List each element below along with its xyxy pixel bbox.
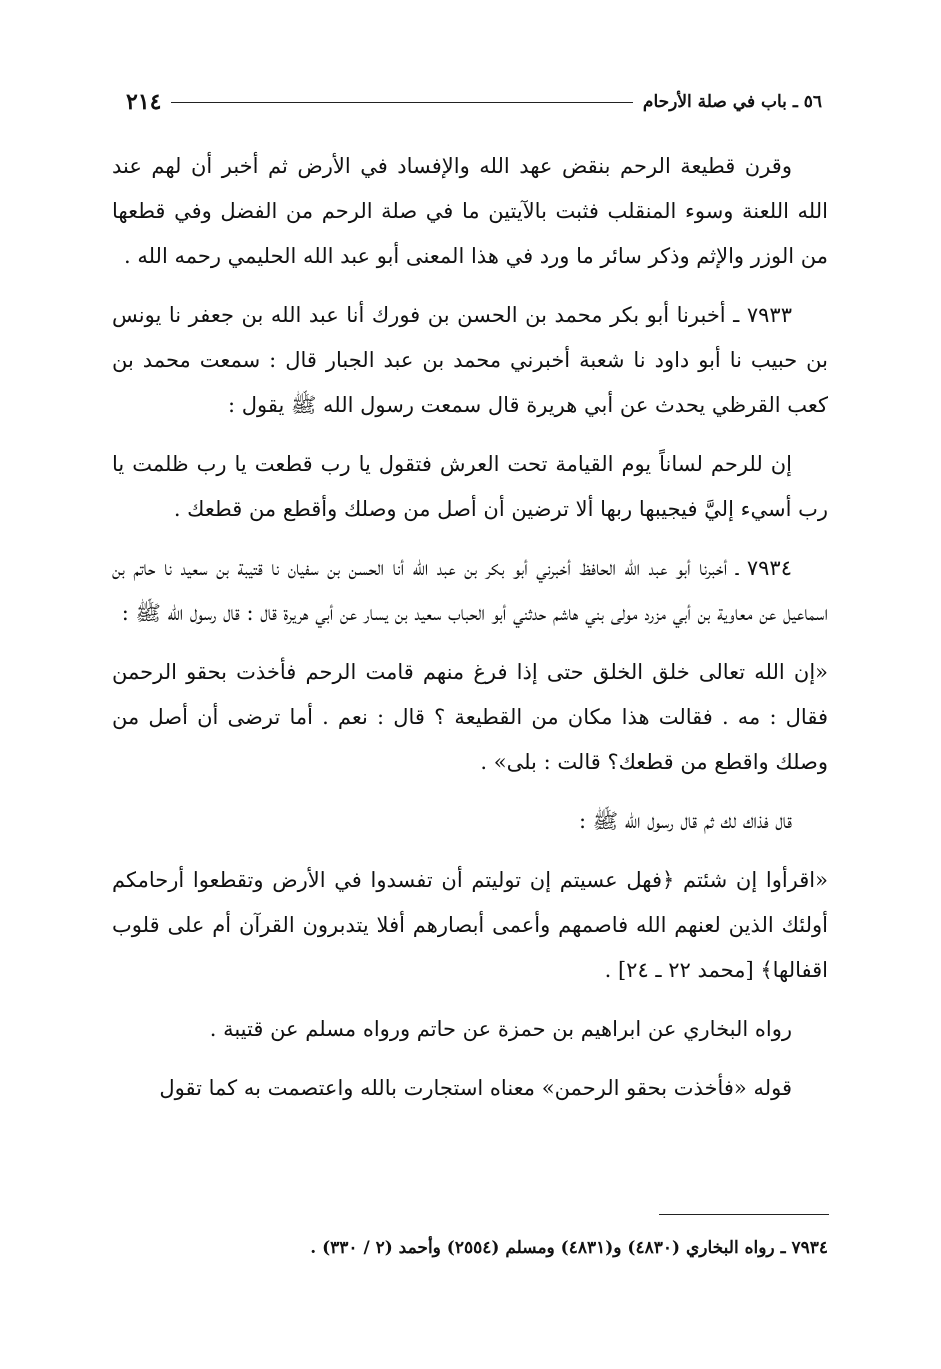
chapter-title: ٥٦ ـ باب في صلة الأرحام — [642, 92, 822, 112]
hadith-text: «إن الله تعالى خلق الخلق حتى إذا فرغ منهم قامت الرحم فأخذت بحقو الرحمن فقال : مه . فقالت هذا مكان من القطيعة ؟ قال : نعم . أما ترضى أن أصل من وصلك واقطع من قطعك؟ قالت : بلى» . — [112, 660, 828, 774]
page-number: ٢١٤ — [126, 89, 162, 115]
paragraph: قال فذاك لك ثم قال رسول الله ﷺ : — [579, 809, 792, 833]
footnote-rule — [659, 1214, 829, 1215]
quran-quote: «اقرأوا إن شئتم ﴿فهل عسيتم إن توليتم أن تفسدوا في الأرض وتقطعوا أرحامكم أولئك الذين لعنهم الله فاصمهم وأعمى أبصارهم أفلا يتدبرون القرآن أم على قلوب اقفالها﴾ [محمد ٢٢ ـ ٢٤] . — [112, 868, 828, 982]
header-rule — [171, 102, 632, 103]
hadith-7934: ٧٩٣٤ ـ أخبرنا أبو عبد الله الحافظ أخبرني أبو بكر بن عبد الله أنا الحسن بن سفيان نا قتيبة بن سعيد نا حاتم بن اسماعيل عن معاوية بن أبي مزرد مولى بني هاشم حدثني أبو الحباب سعيد بن يسار عن أبي هريرة قال : قال رسول الله ﷺ : — [112, 556, 828, 625]
paragraph: وقرن قطيعة الرحم بنقض عهد الله والإفساد في الأرض ثم أخبر أن لهم عند الله اللعنة وسوء المنقلب فثبت بالآيتين ما في صلة الرحم من الفضل وفي قطعها من الوزر والإثم وذكر سائر ما ورد في هذا المعنى أبو عبد الله الحليمي رحمه الله . — [112, 154, 828, 268]
footnote: ٧٩٣٤ ـ رواه البخاري (٤٨٣٠) و(٤٨٣١) ومسلم (٢٥٥٤) وأحمد (٢ / ٣٣٠) . — [310, 1238, 828, 1258]
body-text — [112, 144, 828, 1125]
hadith-text: إن للرحم لساناً يوم القيامة تحت العرش فتقول يا رب قطعت يا رب ظلمت يا رب أسيء إليَّ فيجيبها ربها ألا ترضين أن أصل من وصلك وأقطع من قطعك . — [112, 452, 828, 521]
paragraph: رواه البخاري عن ابراهيم بن حمزة عن حاتم ورواه مسلم عن قتيبة . — [209, 1017, 792, 1041]
page-header — [112, 84, 828, 120]
paragraph: قوله «فأخذت بحقو الرحمن» معناه استجارت بالله واعتصمت به كما تقول — [159, 1076, 792, 1100]
hadith-7933: ٧٩٣٣ ـ أخبرنا أبو بكر محمد بن الحسن بن فورك أنا عبد الله بن جعفر نا يونس بن حبيب نا أبو داود نا شعبة أخبرني محمد بن عبد الجبار قال : سمعت محمد بن كعب القرظي يحدث عن أبي هريرة قال سمعت رسول الله ﷺ يقول : — [112, 303, 828, 417]
